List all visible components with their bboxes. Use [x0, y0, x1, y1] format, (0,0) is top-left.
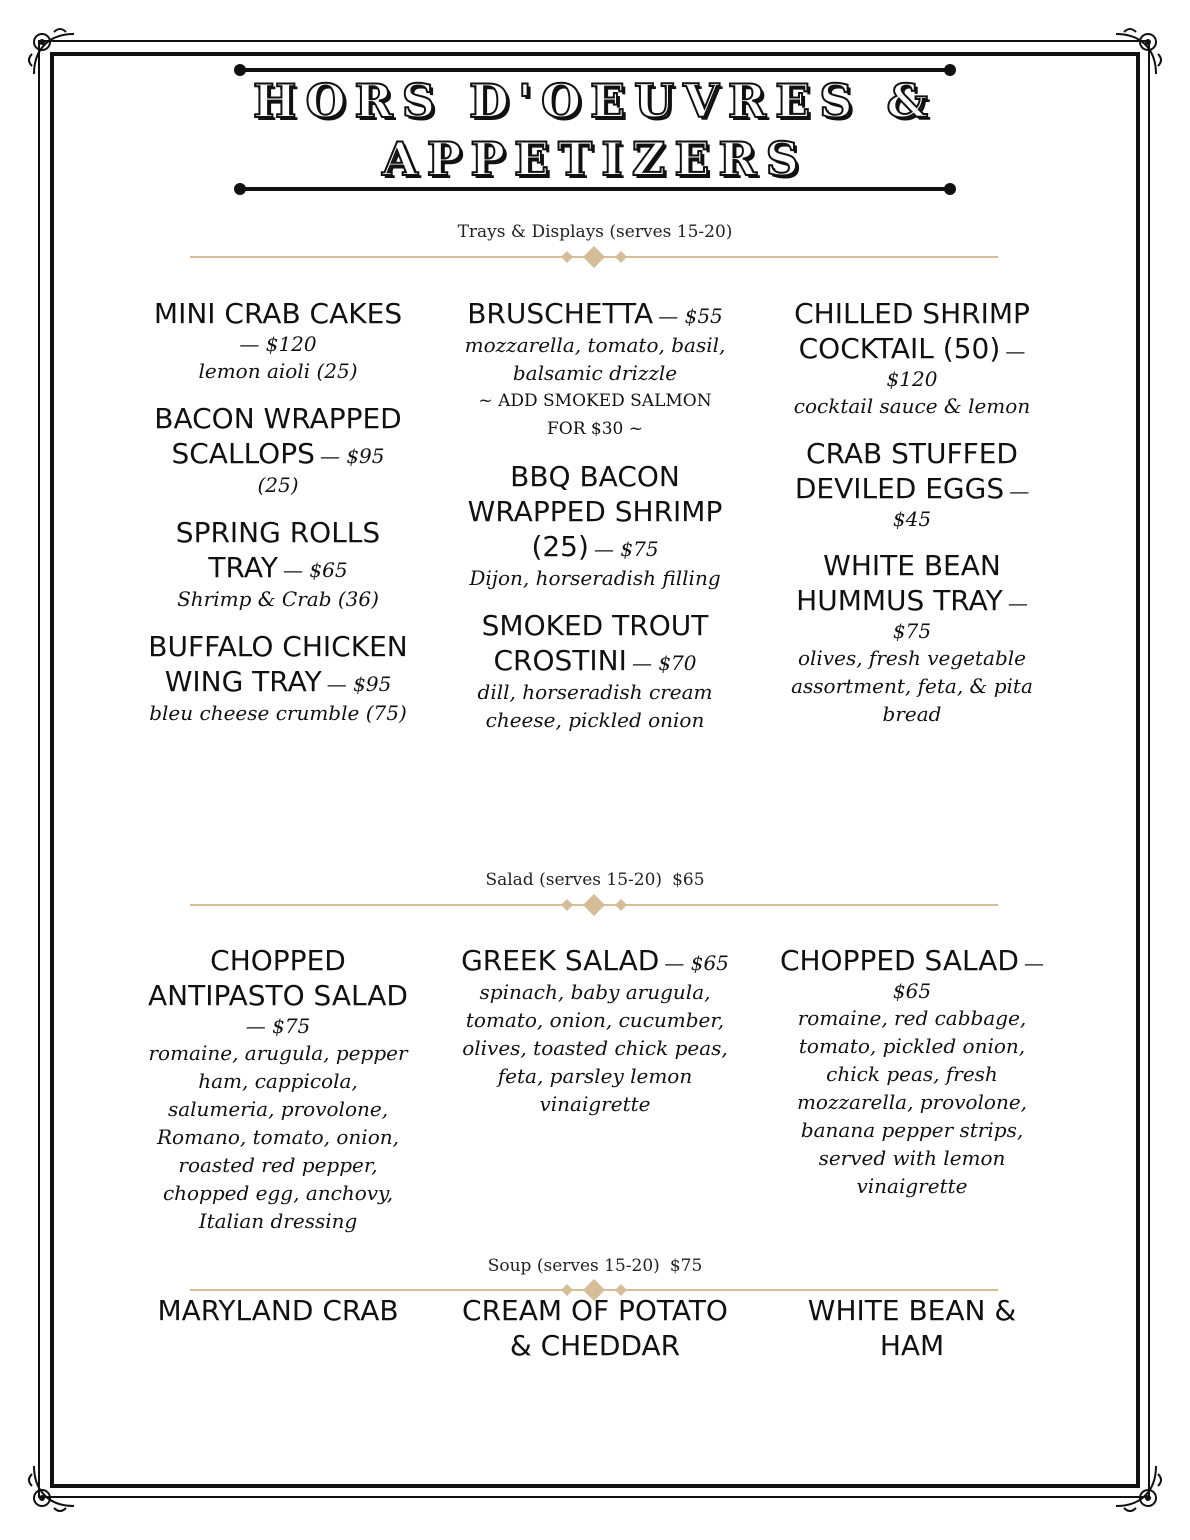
item-name: GREEK SALAD [461, 944, 660, 977]
item-price: — $70 [631, 651, 697, 675]
soup-column-1 [143, 1293, 413, 1328]
item-description: cocktail sauce & lemon [793, 394, 1031, 418]
item-name: BBQ BACON WRAPPED SHRIMP (25) [467, 460, 723, 563]
item-description: lemon aioli (25) [198, 359, 358, 383]
item-price: — $65 [283, 558, 348, 582]
item-description: romaine, arugula, pepper ham, cappicola, salumeria, provolone, Romano, tomato, onion, roasted red pepper, chopped egg, anchovy, Italian dressing [148, 1041, 408, 1233]
item-price: — $65 [892, 951, 1045, 1003]
menu-item [460, 296, 730, 443]
item-price: — $45 [892, 479, 1030, 531]
salad-section-price: $65 [672, 870, 705, 890]
item-price: — $95 [326, 672, 392, 696]
menu-item [777, 436, 1047, 532]
page-title-line1: HORS D'OEUVRES & [253, 74, 937, 128]
menu-item [143, 629, 413, 727]
item-price: — $65 [664, 951, 729, 975]
item-name: WHITE BEAN HUMMUS TRAY [796, 549, 1003, 617]
menu-item [460, 943, 730, 1118]
soup-item: MARYLAND CRAB [157, 1294, 399, 1327]
menu-item [460, 608, 730, 734]
section-label-salad [0, 870, 1190, 890]
item-price: — $120 [239, 332, 317, 356]
item-name: SPRING ROLLS TRAY [175, 516, 381, 584]
section-label-trays: Trays & Displays (serves 15-20) [457, 222, 733, 242]
item-price: — $75 [245, 1014, 311, 1038]
item-name: BUFFALO CHICKEN WING TRAY [148, 630, 408, 698]
salad-column-1 [143, 943, 413, 1251]
item-name: BRUSCHETTA [467, 297, 654, 330]
corner-flourish-icon [24, 1456, 84, 1516]
item-price: — $95 [319, 444, 385, 468]
title-rule-bottom [240, 187, 950, 191]
menu-item [143, 943, 413, 1235]
page-title-line2: APPETIZERS [382, 132, 808, 186]
item-price: — $120 [886, 339, 1026, 391]
soup-column-3 [777, 1293, 1047, 1363]
item-name: CHOPPED SALAD [779, 944, 1019, 977]
menu-item [143, 401, 413, 499]
item-description: Shrimp & Crab (36) [177, 587, 379, 611]
item-description: mozzarella, tomato, basil, balsamic drizzle [464, 333, 726, 385]
item-description: olives, fresh vegetable assortment, feta, & pita bread [791, 646, 1033, 726]
soup-section-price: $75 [669, 1256, 703, 1276]
ornament-divider-icon [190, 242, 998, 272]
trays-column-2 [460, 296, 730, 750]
item-description: bleu cheese crumble (75) [149, 701, 407, 725]
menu-item [777, 548, 1047, 728]
menu-item [143, 515, 413, 613]
item-price: — $55 [658, 304, 723, 328]
menu-item [143, 296, 413, 385]
item-description: romaine, red cabbage, tomato, pickled onion, chick peas, fresh mozzarella, provolone, banana pepper strips, served with lemon vinaigrette [796, 1006, 1028, 1198]
item-name: CRAB STUFFED DEVILED EGGS [794, 437, 1018, 505]
item-description: spinach, baby arugula, tomato, onion, cucumber, olives, toasted chick peas, feta, parsley lemon vinaigrette [462, 980, 728, 1116]
salad-column-3 [777, 943, 1047, 1216]
soup-item: WHITE BEAN & HAM [807, 1294, 1017, 1362]
section-label-soup [0, 1256, 1190, 1276]
item-price: — $75 [892, 591, 1028, 643]
item-name: BACON WRAPPED SCALLOPS [154, 402, 402, 470]
item-description: dill, horseradish cream cheese, pickled onion [477, 680, 713, 732]
item-description: Dijon, horseradish filling [469, 566, 721, 590]
salad-label-text: Salad (serves 15-20) [485, 870, 663, 890]
soup-item: CREAM OF POTATO & CHEDDAR [462, 1294, 728, 1362]
trays-column-3 [777, 296, 1047, 744]
ornament-divider-icon [190, 890, 998, 920]
menu-item [460, 459, 730, 592]
corner-flourish-icon [1106, 1456, 1166, 1516]
item-name: CHOPPED ANTIPASTO SALAD [148, 944, 408, 1012]
item-name: MINI CRAB CAKES [153, 297, 403, 330]
item-price: — $75 [594, 537, 659, 561]
menu-item [777, 943, 1047, 1200]
soup-column-2 [460, 1293, 730, 1363]
menu-item [777, 296, 1047, 420]
item-description: (25) [257, 473, 299, 497]
salad-column-2 [460, 943, 730, 1134]
soup-label-text: Soup (serves 15-20) [487, 1256, 660, 1276]
item-name: CHILLED SHRIMP COCKTAIL (50) [794, 297, 1030, 365]
trays-column-1 [143, 296, 413, 743]
item-name: SMOKED TROUT CROSTINI [481, 609, 709, 677]
item-addon-note: ~ ADD SMOKED SALMON FOR $30 ~ [478, 391, 712, 439]
